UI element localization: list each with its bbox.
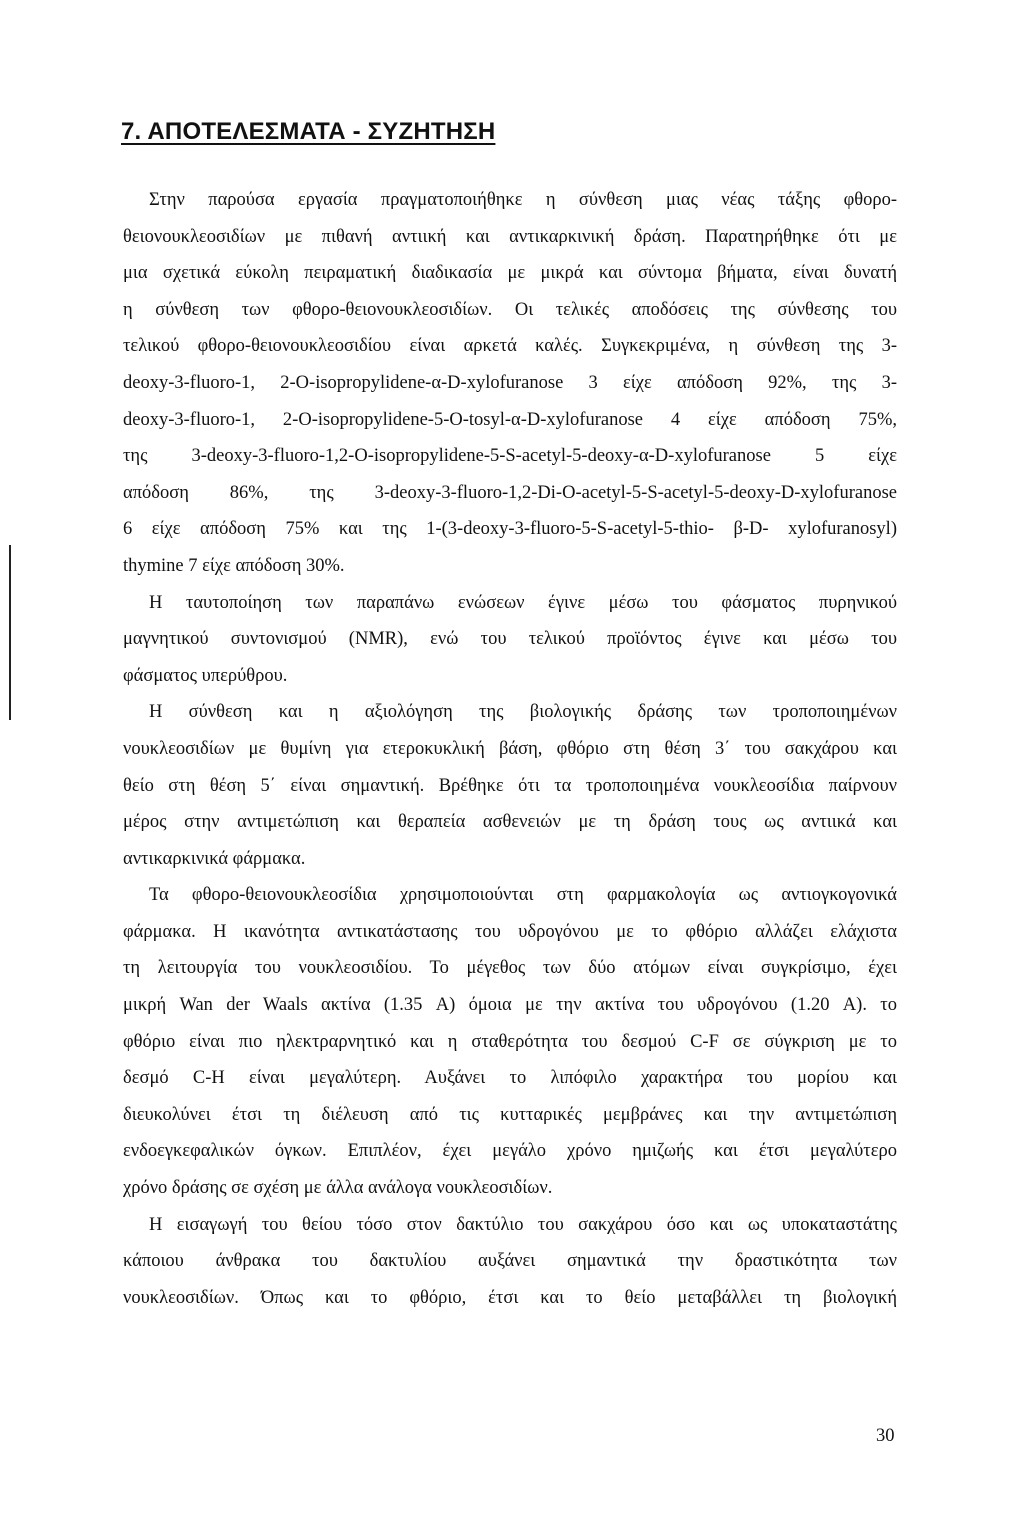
text-line: η σύνθεση των φθορο-θειονουκλεοσιδίων. Οι τελικές αποδόσεις της σύνθεσης του	[123, 299, 897, 320]
text-line: Η ταυτοποίηση των παραπάνω ενώσεων έγινε μέσω του φάσματος πυρηνικού	[149, 592, 897, 613]
text-line: Η σύνθεση και η αξιολόγηση της βιολογικής δράσης των τροποποιημένων	[149, 702, 897, 723]
text-line: απόδοση 86%, της 3-deoxy-3-fluoro-1,2-Di-O-acetyl-5-S-acetyl-5-deoxy-D-xylofuranose	[123, 482, 897, 503]
text-line: thymine 7 είχε απόδοση 30%.	[123, 555, 345, 576]
text-line: μικρή Wan der Waals ακτίνα (1.35 A) όμοια με την ακτίνα του υδρογόνου (1.20 A). το	[123, 995, 897, 1016]
text-line: δεσμό C-H είναι μεγαλύτερη. Αυξάνει το λιπόφιλο χαρακτήρα του μορίου και	[123, 1068, 897, 1089]
text-line: θείο στη θέση 5΄ είναι σημαντική. Βρέθηκε ότι τα τροποποιημένα νουκλεοσίδια παίρνουν	[123, 775, 897, 796]
text-line: αντικαρκινικά φάρμακα.	[123, 848, 306, 869]
text-line: φάρμακα. Η ικανότητα αντικατάστασης του υδρογόνου με το φθόριο αλλάζει ελάχιστα	[123, 921, 897, 942]
text-line: τελικού φθορο-θειονουκλεοσιδίου είναι αρκετά καλές. Συγκεκριμένα, η σύνθεση της 3-	[123, 336, 897, 357]
text-line: διευκολύνει έτσι τη διέλευση από τις κυτταρικές μεμβράνες και την αντιμετώπιση	[123, 1104, 897, 1125]
text-line: deoxy-3-fluoro-1, 2-O-isopropylidene-5-O-tosyl-α-D-xylofuranose 4 είχε απόδοση 75%,	[123, 409, 897, 430]
text-line: Τα φθορο-θειονουκλεοσίδια χρησιμοποιούνται στη φαρμακολογία ως αντιογκογονικά	[149, 885, 897, 906]
text-line: 6 είχε απόδοση 75% και της 1-(3-deoxy-3-fluoro-5-S-acetyl-5-thio- β-D- xylofuranosyl)	[123, 519, 897, 540]
text-line: μαγνητικού συντονισμού (NMR), ενώ του τελικού προϊόντος έγινε και μέσω του	[123, 629, 897, 650]
page-number: 30	[876, 1426, 895, 1446]
text-line: deoxy-3-fluoro-1, 2-O-isopropylidene-α-D-xylofuranose 3 είχε απόδοση 92%, της 3-	[123, 372, 897, 393]
text-line: μέρος στην αντιμετώπιση και θεραπεία ασθενειών με τη δράση τους ως αντιικά και	[123, 812, 897, 833]
text-line: της 3-deoxy-3-fluoro-1,2-O-isopropylidene-5-S-acetyl-5-deoxy-α-D-xylofuranose 5 είχε	[123, 446, 897, 467]
text-line: νουκλεοσιδίων. Όπως και το φθόριο, έτσι και το θείο μεταβάλλει τη βιολογική	[123, 1287, 897, 1308]
text-line: νουκλεοσιδίων με θυμίνη για ετεροκυκλική βάση, φθόριο στη θέση 3΄ του σακχάρου και	[123, 738, 897, 759]
margin-rule	[9, 545, 11, 720]
text-line: κάποιου άνθρακα του δακτυλίου αυξάνει σημαντικά την δραστικότητα των	[123, 1251, 897, 1272]
text-line: φθόριο είναι πιο ηλεκτραρνητικό και η σταθερότητα του δεσμού C-F σε σύγκριση με το	[123, 1031, 897, 1052]
text-line: Στην παρούσα εργασία πραγματοποιήθηκε η σύνθεση μιας νέας τάξης φθορο-	[149, 190, 897, 210]
section-heading: 7. ΑΠΟΤΕΛΕΣΜΑΤΑ - ΣΥΖΗΤΗΣΗ	[121, 118, 496, 145]
text-line: τη λειτουργία του νουκλεοσιδίου. Το μέγεθος των δύο ατόμων είναι συγκρίσιμο, έχει	[123, 958, 897, 979]
text-line: θειονουκλεοσιδίων με πιθανή αντιική και αντικαρκινική δράση. Παρατηρήθηκε ότι με	[123, 226, 897, 247]
body-text	[123, 182, 897, 1316]
text-line: φάσματος υπερύθρου.	[123, 665, 288, 686]
text-line: χρόνο δράσης σε σχέση με άλλα ανάλογα νουκλεοσιδίων.	[123, 1178, 553, 1199]
text-line: ενδοεγκεφαλικών όγκων. Επιπλέον, έχει μεγάλο χρόνο ημιζωής και έτσι μεγαλύτερο	[123, 1141, 897, 1162]
text-line: Η εισαγωγή του θείου τόσο στον δακτύλιο του σακχάρου όσο και ως υποκαταστάτης	[149, 1214, 897, 1235]
text-line: μια σχετικά εύκολη πειραματική διαδικασία με μικρά και σύντομα βήματα, είναι δυνατή	[123, 263, 897, 284]
